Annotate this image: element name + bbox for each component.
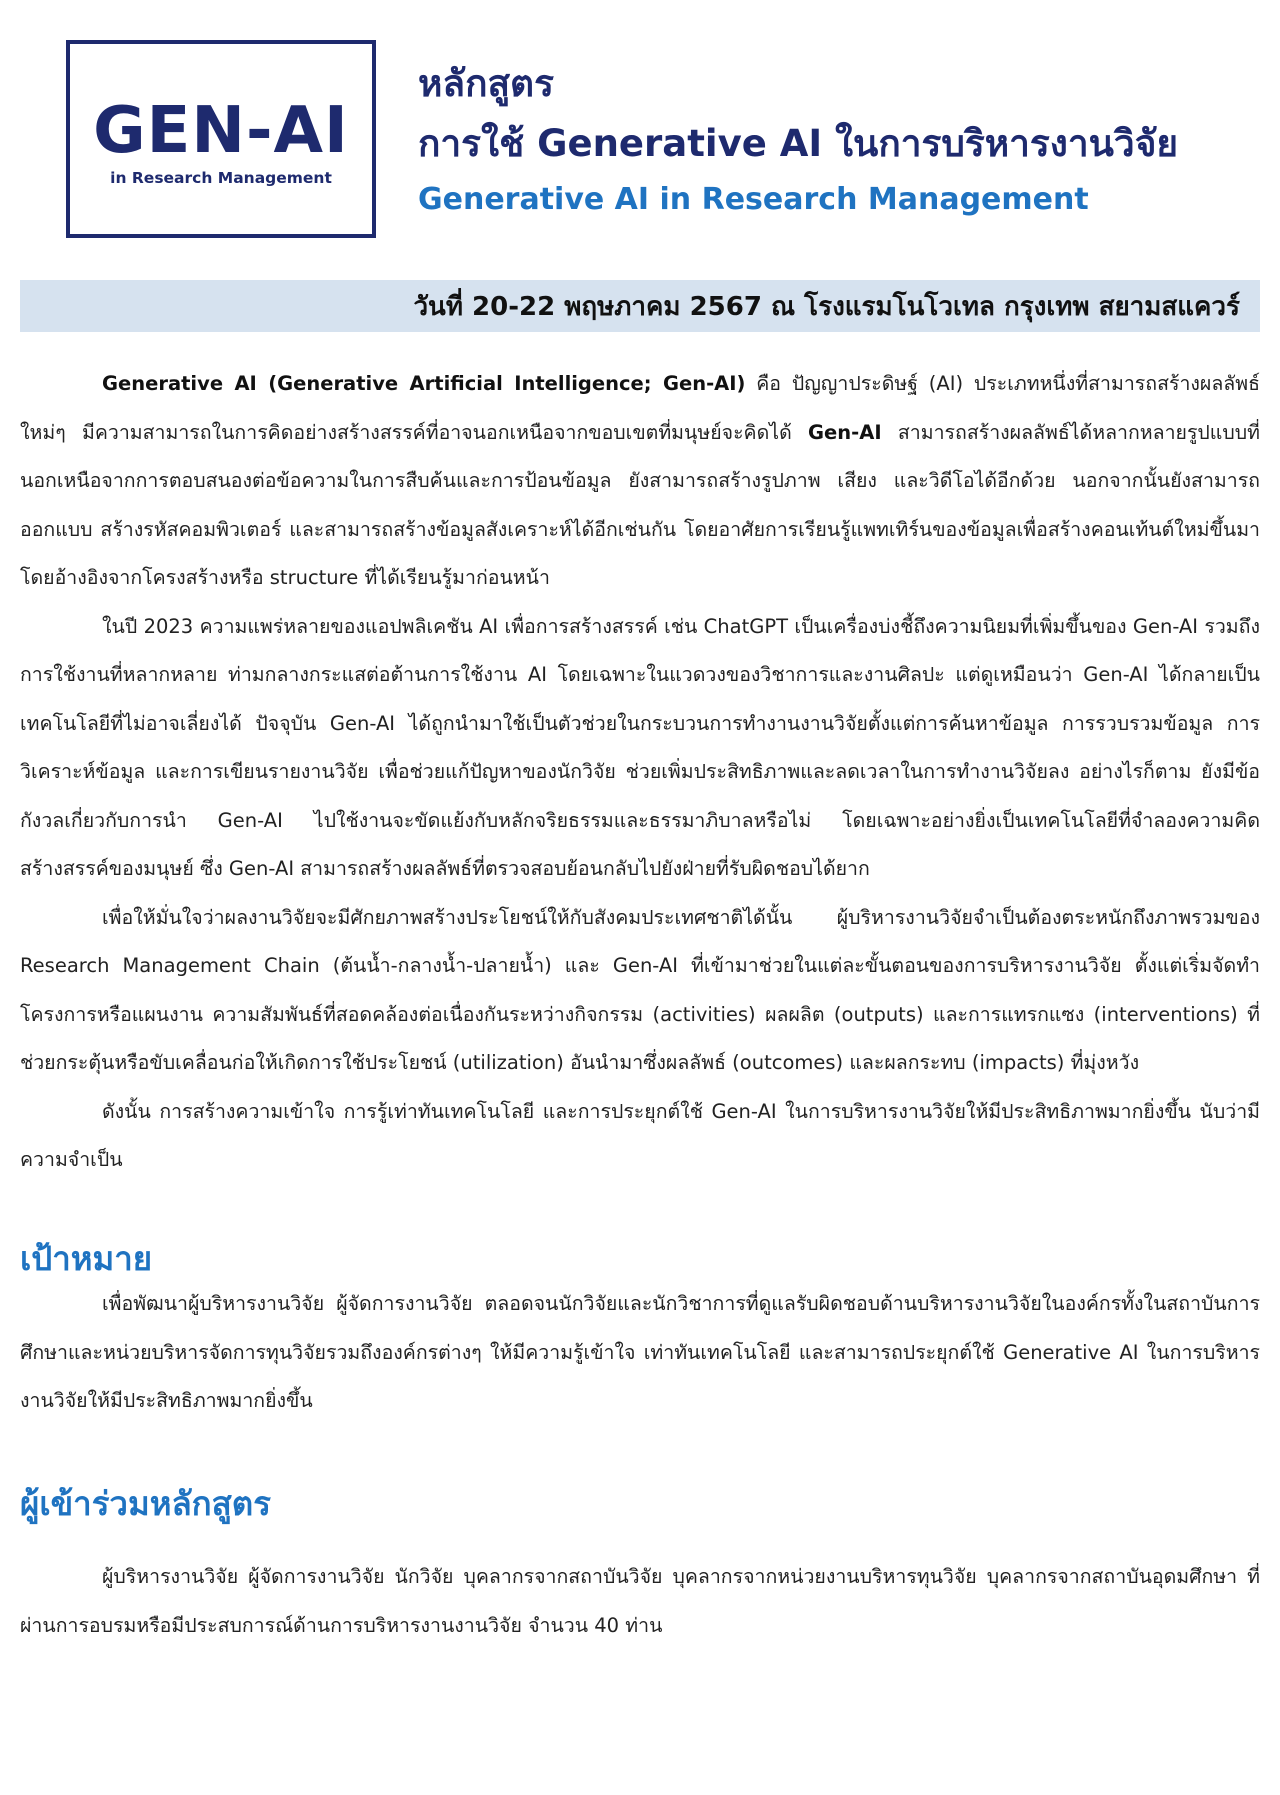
header <box>24 0 1256 275</box>
intro-p1-mid: คือ ปัญญาประดิษฐ์ (AI) ประเภทหนึ่งที่สามารถสร้างผลลัพธ์ใหม่ๆ มีความสามารถในการคิดอย่างสร้างสรรค์ที่อาจนอกเหนือจากขอบเขตที่มนุษย์จะคิดได้ <box>20 372 1261 444</box>
intro-paragraph-4: ดังนั้น การสร้างความเข้าใจ การรู้เท่าทันเทคโนโลยี และการประยุกต์ใช้ Gen-AI ในการบริหารงานวิจัยให้มีประสิทธิภาพมากยิ่งขึ้น นับว่ามีความจำเป็น <box>20 1099 1260 1171</box>
participants-heading: ผู้เข้าร่วมหลักสูตร <box>20 1483 271 1523</box>
goal-paragraph: เพื่อพัฒนาผู้บริหารงานวิจัย ผู้จัดการงานวิจัย ตลอดจนนักวิจัยและนักวิชาการที่ดูแลรับผิดชอบด้านบริหารงานวิจัยในองค์กรทั้งในสถาบันการศึกษาและหน่วยบริหารจัดการทุนวิจัยรวมถึงองค์กรต่างๆ ให้มีความรู้เข้าใจ เท่าทันเทคโนโลยี และสามารถประยุกต์ใช้ Generative AI ในการบริหารงานวิจัยให้มีประสิทธิภาพมากยิ่งขึ้น <box>20 1292 1260 1413</box>
gen-ai-logo <box>66 40 376 238</box>
date-bar <box>20 280 1260 332</box>
intro-p1-rest: สามารถสร้างผลลัพธ์ได้หลากหลายรูปแบบที่นอกเหนือจากการตอบสนองต่อข้อความในการสืบค้นและการป้อนข้อมูล ยังสามารถสร้างรูปภาพ เสียง และวิดีโอได้อีกด้วย นอกจากนั้นยังสามารถออกแบบ สร้างรหัสคอมพิวเตอร์ และสามารถสร้างข้อมูลสังเคราะห์ได้อีกเช่นกัน โดยอาศัยการเรียนรู้แพทเทิร์นของข้อมูลเพื่อสร้างคอนเท้นต์ใหม่ขึ้นมา โดยอ้างอิงจากโครงสร้างหรือ structure ที่ได้เรียนรู้มาก่อนหน้า <box>20 420 1260 589</box>
goal-heading: เป้าหมาย <box>20 1238 153 1278</box>
intro-paragraph-2: ในปี 2023 ความแพร่หลายของแอปพลิเคชัน AI เพื่อการสร้างสรรค์ เช่น ChatGPT เป็นเครื่องบ่งชี้ถึงความนิยมที่เพิ่มขึ้นของ Gen-AI รวมถึงการใช้งานที่หลากหลาย ท่ามกลางกระแสต่อต้านการใช้งาน AI โดยเฉพาะในแวดวงของวิชาการและงานศิลปะ แต่ดูเหมือนว่า Gen-AI ได้กลายเป็นเทคโนโลยีที่ไม่อาจเลี่ยงได้ ปัจจุบัน Gen-AI ได้ถูกนำมาใช้เป็นตัวช่วยในกระบวนการทำงานงานวิจัยตั้งแต่การค้นหาข้อมูล การรวบรวมข้อมูล การวิเคราะห์ข้อมูล และการเขียนรายงานวิจัย เพื่อช่วยแก้ปัญหาของนักวิจัย ช่วยเพิ่มประสิทธิภาพและลดเวลาในการทำงานวิจัยลง อย่างไรก็ตาม ยังมีข้อกังวลเกี่ยวกับการนำ Gen-AI ไปใช้งานจะขัดแย้งกับหลักจริยธรรมและธรรมาภิบาลหรือไม่ โดยเฉพาะอย่างยิ่งเป็นเทคโนโลยีที่จำลองความคิดสร้างสรรค์ของมนุษย์ ซึ่ง Gen-AI สามารถสร้างผลลัพธ์ที่ตรวจสอบย้อนกลับไปยังฝ่ายที่รับผิดชอบได้ยาก <box>20 614 1260 880</box>
logo-main-text: GEN-AI <box>93 94 349 168</box>
document-body <box>20 360 1260 1650</box>
participants-paragraph: ผู้บริหารงานวิจัย ผู้จัดการงานวิจัย นักวิจัย บุคลากรจากสถาบันวิจัย บุคลากรจากหน่วยงานบริหารทุนวิจัย บุคลากรจากสถาบันอุดมศึกษา ที่ผ่านการอบรมหรือมีประสบการณ์ด้านการบริหารงานงานวิจัย จำนวน 40 ท่าน <box>20 1565 1260 1637</box>
intro-lead-term: Generative AI (Generative Artificial Intelligence; Gen-AI) <box>102 372 746 395</box>
course-titles <box>418 58 1178 217</box>
intro-paragraph-3: เพื่อให้มั่นใจว่าผลงานวิจัยจะมีศักยภาพสร้างประโยชน์ให้กับสังคมประเทศชาติได้นั้น ผู้บริหารงานวิจัยจำเป็นต้องตระหนักถึงภาพรวมของ Research Management Chain (ต้นน้ำ-กลางน้ำ-ปลายน้ำ) และ Gen-AI ที่เข้ามาช่วยในแต่ละขั้นตอนของการบริหารงานวิจัย ตั้งแต่เริ่มจัดทำโครงการหรือแผนงาน ความสัมพันธ์ที่สอดคล้องต่อเนื่องกันระหว่างกิจกรรม (activities) ผลผลิต (outputs) และการแทรกแซง (interventions) ที่ช่วยกระตุ้นหรือขับเคลื่อนก่อให้เกิดการใช้ประโยชน์ (utilization) อันนำมาซึ่งผลลัพธ์ (outcomes) และผลกระทบ (impacts) ที่มุ่งหวัง <box>20 905 1260 1074</box>
title-line-1: หลักสูตร <box>418 62 554 105</box>
intro-gen-ai-term: Gen-AI <box>808 420 882 444</box>
logo-sub-text: in Research Management <box>110 169 332 187</box>
title-english: Generative AI in Research Management <box>418 181 1089 217</box>
intro-paragraph-1 <box>20 360 1260 603</box>
date-location-text: วันที่ 20-22 พฤษภาคม 2567 ณ โรงแรมโนโวเทล กรุงเทพ สยามสแควร์ <box>413 291 1240 322</box>
title-line-2: การใช้ Generative AI ในการบริหารงานวิจัย <box>418 121 1179 165</box>
